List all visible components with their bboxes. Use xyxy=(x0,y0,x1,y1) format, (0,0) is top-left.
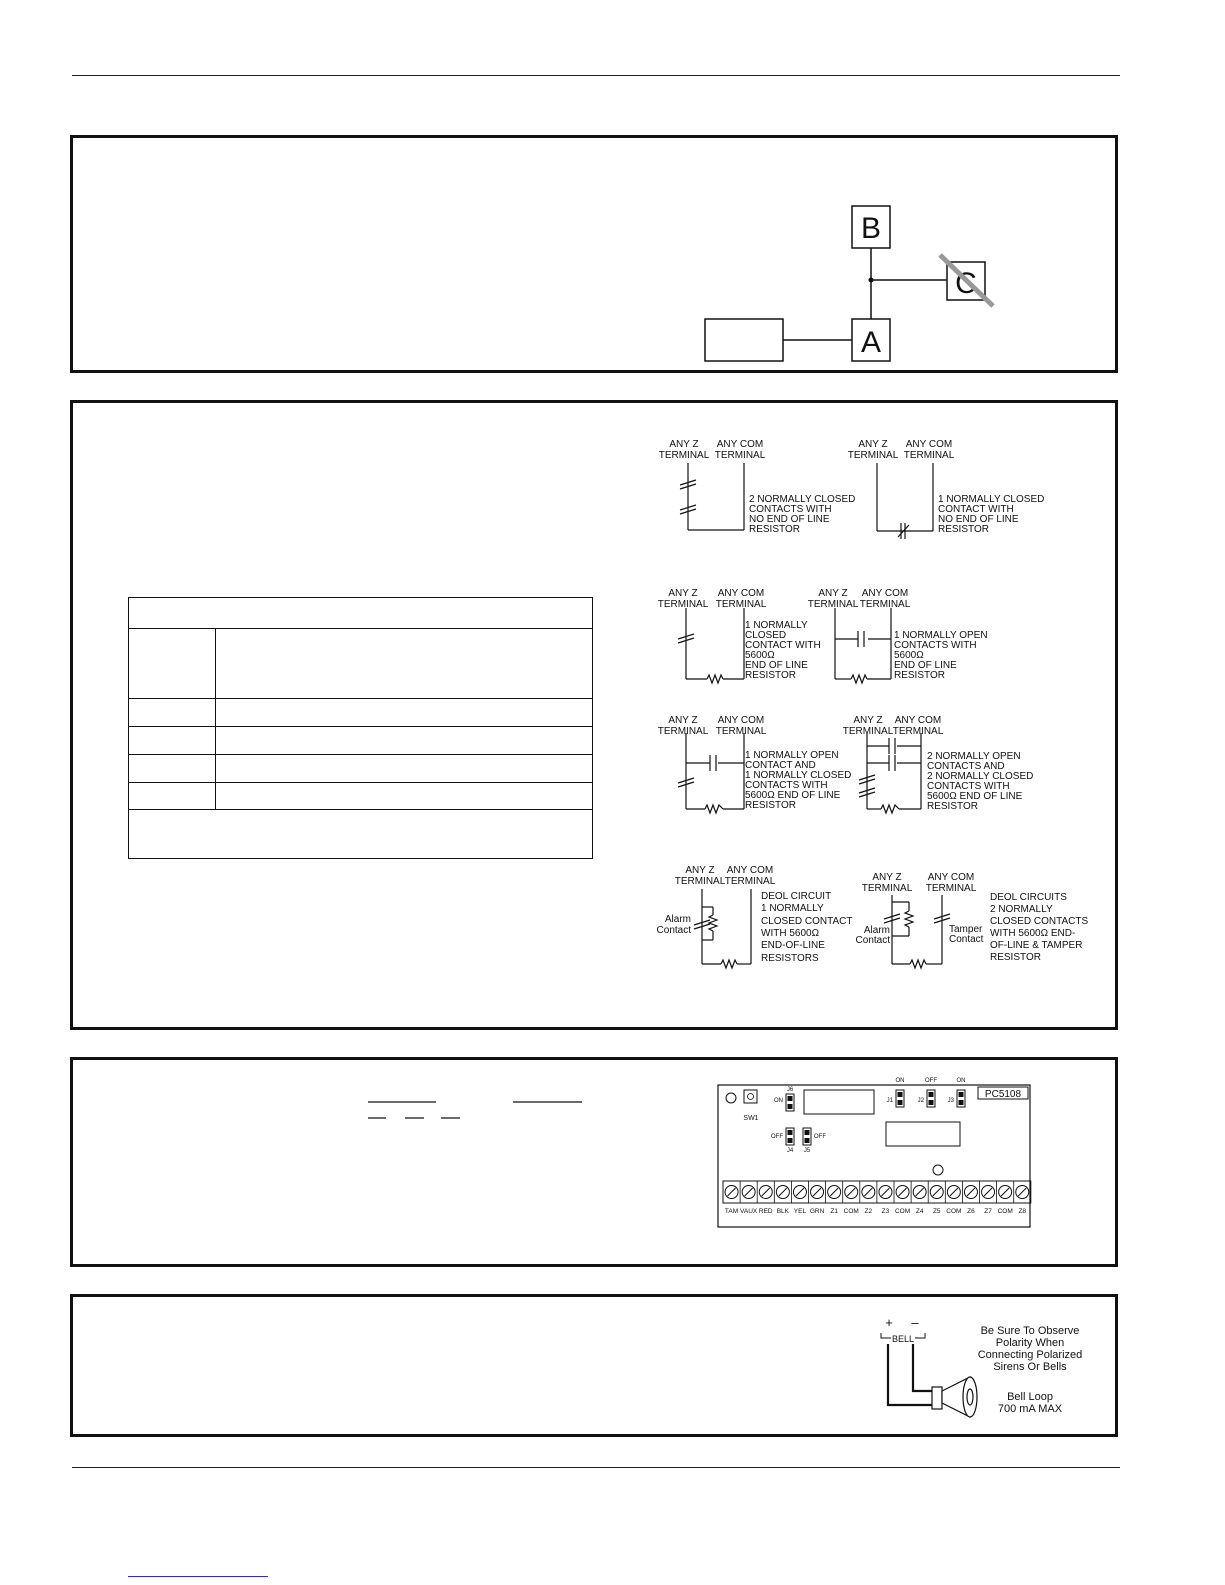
terminal-label: VAUX xyxy=(740,1208,758,1215)
terminal-label: Z5 xyxy=(932,1208,941,1215)
polarity-note-3: Connecting Polarized xyxy=(977,1349,1083,1361)
jumper-j6 xyxy=(786,1094,794,1111)
bottom-rule xyxy=(72,1467,1120,1468)
j2-label: J2 xyxy=(917,1098,924,1104)
d7-caption-5: END-OF-LINE xyxy=(761,940,825,951)
d2-com-label-1: ANY COM xyxy=(905,439,953,450)
terminal-screw-slot xyxy=(984,1188,992,1196)
d1-com-label-1: ANY COM xyxy=(716,439,764,450)
d6-com-label-2: TERMINAL xyxy=(892,726,944,737)
panel-pc5108 xyxy=(70,1057,1118,1267)
d7-z-label-1: ANY Z xyxy=(685,865,715,876)
d3-caption-4: 5600Ω xyxy=(745,650,775,661)
d3-caption-6: RESISTOR xyxy=(745,670,796,681)
terminal-screw-slot xyxy=(796,1188,804,1196)
d5-z-label-2: TERMINAL xyxy=(657,726,709,737)
terminal-label: COM xyxy=(894,1208,911,1215)
d6-caption-6: RESISTOR xyxy=(927,801,978,812)
terminal-label: Z8 xyxy=(1018,1208,1027,1215)
j2-off-label: OFF xyxy=(925,1078,937,1084)
terminal-screw-slot xyxy=(830,1188,838,1196)
d3-caption-3: CONTACT WITH xyxy=(745,640,821,651)
j6-label: J6 xyxy=(786,1087,794,1093)
terminal-label: YEL xyxy=(793,1208,807,1215)
panel-unit-box xyxy=(705,319,783,361)
sw1-switch xyxy=(744,1090,757,1103)
polarity-note-2: Polarity When xyxy=(995,1337,1065,1349)
terminal-label: Z3 xyxy=(881,1208,890,1215)
terminal-screw-slot xyxy=(864,1188,872,1196)
d2-z-label-2: TERMINAL xyxy=(847,450,899,461)
d5-caption-3: 1 NORMALLY CLOSED xyxy=(745,770,852,781)
terminal-screw-slot xyxy=(1018,1188,1026,1196)
box-a-label: A xyxy=(860,326,882,359)
d5-caption-4: CONTACTS WITH xyxy=(745,780,828,791)
d7-alarm-label-1: Alarm xyxy=(664,914,691,925)
d8-z-label-2: TERMINAL xyxy=(861,883,913,894)
ic-chip-lower xyxy=(886,1122,960,1146)
bus-topology-diagram xyxy=(73,138,1115,370)
terminal-strip xyxy=(723,1181,1031,1215)
polarity-note-4: Sirens Or Bells xyxy=(993,1361,1067,1373)
terminal-screw-slot xyxy=(916,1188,924,1196)
d2-caption-3: NO END OF LINE xyxy=(938,514,1019,525)
d3-com-label-2: TERMINAL xyxy=(715,599,767,610)
terminal-label: RED xyxy=(758,1208,773,1215)
d2-caption-4: RESISTOR xyxy=(938,524,989,535)
footer-link-underline xyxy=(128,1576,268,1577)
d8-caption-5: OF-LINE & TAMPER xyxy=(990,940,1083,951)
d7-com-label-2: TERMINAL xyxy=(724,876,776,887)
terminal-label: COM xyxy=(843,1208,859,1215)
terminal-screw-slot xyxy=(779,1188,787,1196)
d4-caption-5: RESISTOR xyxy=(894,670,945,681)
j3-label: J3 xyxy=(947,1098,954,1104)
terminal-screw-slot xyxy=(967,1188,975,1196)
jumper-j4 xyxy=(786,1128,794,1145)
j6-on-label: ON xyxy=(774,1098,783,1104)
terminal-screw-slot xyxy=(847,1188,855,1196)
d6-caption-2: CONTACTS AND xyxy=(927,761,1005,772)
jumper-j5 xyxy=(803,1128,811,1145)
terminal-screw-slot xyxy=(881,1188,889,1196)
j4-label: J4 xyxy=(786,1148,794,1154)
panel-bell-output xyxy=(70,1294,1118,1437)
box-b-label: B xyxy=(860,212,882,245)
d3-caption-2: CLOSED xyxy=(745,630,787,641)
terminal-label: GRN xyxy=(809,1208,825,1215)
terminal-label: BLK xyxy=(776,1208,789,1215)
d8-tamper-label-1: Tamper xyxy=(949,924,983,935)
terminal-screw-slot xyxy=(1001,1188,1009,1196)
terminal-label: Z7 xyxy=(984,1208,992,1215)
jumper-j1 xyxy=(896,1090,904,1107)
sw1-label: SW1 xyxy=(743,1115,759,1122)
loop-note-2: 700 mA MAX xyxy=(997,1403,1063,1415)
d4-caption-4: END OF LINE xyxy=(894,660,957,671)
d6-caption-3: 2 NORMALLY CLOSED xyxy=(927,771,1034,782)
terminal-label: COM xyxy=(946,1208,962,1215)
d8-com-label-1: ANY COM xyxy=(927,872,975,883)
d5-com-label-2: TERMINAL xyxy=(715,726,767,737)
d8-caption-1: DEOL CIRCUITS xyxy=(990,892,1067,903)
d7-z-label-2: TERMINAL xyxy=(674,876,726,887)
jumper-j2 xyxy=(927,1090,935,1107)
d6-caption-1: 2 NORMALLY OPEN xyxy=(927,751,1021,762)
d2-com-label-2: TERMINAL xyxy=(903,450,955,461)
d3-com-label-1: ANY COM xyxy=(717,588,765,599)
ic-chip-upper xyxy=(804,1090,874,1114)
d7-com-label-1: ANY COM xyxy=(726,865,774,876)
j3-on-label: ON xyxy=(956,1078,966,1084)
loop-note-1: Bell Loop xyxy=(1007,1391,1053,1403)
d1-caption-1: 2 NORMALLY CLOSED xyxy=(749,494,856,505)
d7-caption-1: DEOL CIRCUIT xyxy=(761,891,832,902)
d4-z-label-2: TERMINAL xyxy=(807,599,859,610)
terminal-screw-slot xyxy=(745,1188,753,1196)
siren-icon xyxy=(932,1377,977,1417)
polarity-note-1: Be Sure To Observe xyxy=(980,1325,1080,1337)
j5-off-label: OFF xyxy=(814,1134,826,1140)
j5-label: J5 xyxy=(803,1148,811,1154)
d5-caption-2: CONTACT AND xyxy=(745,760,816,771)
terminal-label: TAM xyxy=(724,1208,739,1215)
d8-alarm-label-2: Contact xyxy=(855,935,890,946)
j1-on-label: ON xyxy=(895,1078,905,1084)
board-name: PC5108 xyxy=(984,1089,1022,1100)
terminal-label: Z1 xyxy=(830,1208,838,1215)
bell-plus-label: + xyxy=(885,1315,893,1330)
d3-z-label-2: TERMINAL xyxy=(657,599,709,610)
d7-alarm-label-2: Contact xyxy=(656,925,691,936)
terminal-label: Z2 xyxy=(864,1208,873,1215)
d8-caption-6: RESISTOR xyxy=(990,952,1041,963)
d8-caption-4: WITH 5600Ω END- xyxy=(990,928,1076,939)
d4-caption-1: 1 NORMALLY OPEN xyxy=(894,630,988,641)
d5-caption-5: 5600Ω END OF LINE xyxy=(745,790,841,801)
terminal-screw-slot xyxy=(762,1188,770,1196)
d6-com-label-1: ANY COM xyxy=(894,715,942,726)
jumper-j3 xyxy=(957,1090,965,1107)
d2-z-label-1: ANY Z xyxy=(858,439,888,450)
d7-caption-6: RESISTORS xyxy=(761,953,819,964)
d1-z-label-1: ANY Z xyxy=(669,439,699,450)
bell-label: BELL xyxy=(891,1334,915,1344)
j4-off-label: OFF xyxy=(771,1134,783,1140)
d7-caption-2: 1 NORMALLY xyxy=(761,903,824,914)
panel-bus-wiring xyxy=(70,135,1118,373)
d5-z-label-1: ANY Z xyxy=(668,715,698,726)
d1-z-label-2: TERMINAL xyxy=(658,450,710,461)
d3-caption-5: END OF LINE xyxy=(745,660,808,671)
d3-z-label-1: ANY Z xyxy=(668,588,698,599)
terminal-label: COM xyxy=(997,1208,1013,1215)
d6-caption-5: 5600Ω END OF LINE xyxy=(927,791,1023,802)
d7-caption-4: WITH 5600Ω xyxy=(761,928,820,939)
d8-tamper-label-2: Contact xyxy=(949,934,984,945)
d8-caption-3: CLOSED CONTACTS xyxy=(990,916,1089,927)
d8-caption-2: 2 NORMALLY xyxy=(990,904,1053,915)
d4-caption-2: CONTACTS WITH xyxy=(894,640,977,651)
d6-z-label-2: TERMINAL xyxy=(842,726,894,737)
pc5108-board-diagram xyxy=(718,1077,1038,1232)
d4-com-label-2: TERMINAL xyxy=(859,599,911,610)
panel-zone-wiring xyxy=(70,400,1118,1030)
d8-z-label-1: ANY Z xyxy=(872,872,902,883)
bell-minus-label: – xyxy=(911,1315,919,1330)
blank-underlines xyxy=(73,1060,673,1130)
d1-caption-4: RESISTOR xyxy=(749,524,800,535)
terminal-screw-slot xyxy=(728,1188,736,1196)
terminal-screw-slot xyxy=(899,1188,907,1196)
terminal-screw-slot xyxy=(813,1188,821,1196)
d2-caption-2: CONTACT WITH xyxy=(938,504,1014,515)
d7-caption-3: CLOSED CONTACT xyxy=(761,916,853,927)
d5-caption-6: RESISTOR xyxy=(745,800,796,811)
terminal-screw-slot xyxy=(950,1188,958,1196)
d6-z-label-1: ANY Z xyxy=(853,715,883,726)
d4-z-label-1: ANY Z xyxy=(818,588,848,599)
d8-com-label-2: TERMINAL xyxy=(925,883,977,894)
d4-com-label-1: ANY COM xyxy=(861,588,909,599)
d5-caption-1: 1 NORMALLY OPEN xyxy=(745,750,839,761)
d2-caption-1: 1 NORMALLY CLOSED xyxy=(938,494,1045,505)
d4-caption-3: 5600Ω xyxy=(894,650,924,661)
d6-caption-4: CONTACTS WITH xyxy=(927,781,1010,792)
d3-caption-1: 1 NORMALLY xyxy=(745,620,808,631)
terminal-screw-slot xyxy=(933,1188,941,1196)
j1-label: J1 xyxy=(886,1098,893,1104)
d1-caption-3: NO END OF LINE xyxy=(749,514,830,525)
d8-alarm-label-1: Alarm xyxy=(863,925,890,936)
bell-wiring-diagram xyxy=(73,1297,1115,1434)
d5-com-label-1: ANY COM xyxy=(717,715,765,726)
box-c-label: C xyxy=(955,267,977,300)
d1-com-label-2: TERMINAL xyxy=(714,450,766,461)
zone-wiring-diagrams xyxy=(73,403,1115,1027)
terminal-label: Z4 xyxy=(915,1208,924,1215)
top-rule xyxy=(72,75,1120,76)
d1-caption-2: CONTACTS WITH xyxy=(749,504,832,515)
terminal-label: Z6 xyxy=(967,1208,975,1215)
